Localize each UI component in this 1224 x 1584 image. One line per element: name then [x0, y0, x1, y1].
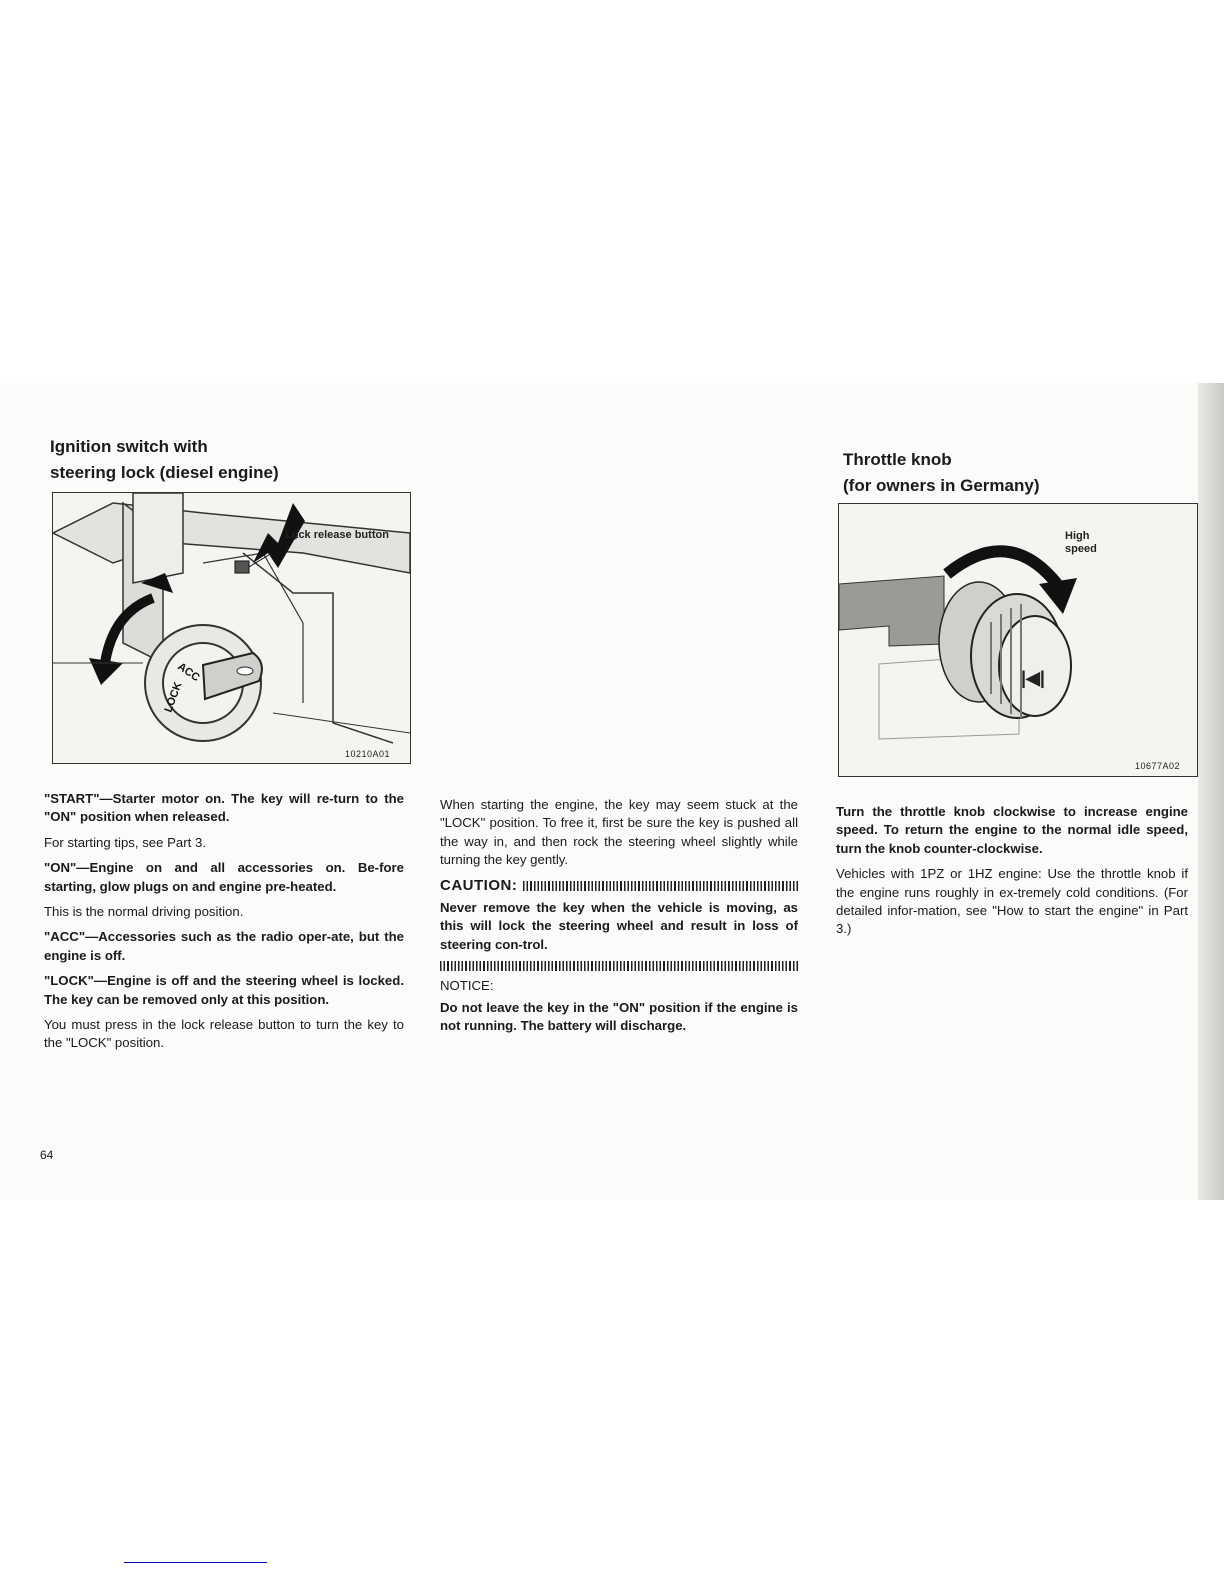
key-position-on: "ON"—Engine on and all accessories on. Be-fore starting, glow plugs on and engine pre-heated. [44, 860, 404, 894]
lock-release-instruction: You must press in the lock release button to turn the key to the "LOCK" position. [44, 1017, 404, 1051]
starting-tips: For starting tips, see Part 3. [44, 834, 206, 850]
caution-end-rule [440, 961, 798, 971]
middle-text-column [440, 796, 798, 1042]
throttle-instruction: Turn the throttle knob clockwise to increase engine speed. To return the engine to the normal idle speed, turn the knob counter-clockwise. [836, 804, 1188, 856]
key-position-lock: "LOCK"—Engine is off and the steering wheel is locked. The key can be removed only at this position. [44, 973, 404, 1007]
caution-rule [523, 881, 798, 891]
svg-text:|◀|: |◀| [1021, 668, 1045, 688]
footer-rule [124, 1562, 267, 1563]
stuck-key-intro: When starting the engine, the key may seem stuck at the "LOCK" position. To free it, first be sure the key is pushed all the way in, and then rock the steering wheel slightly while turning the key gently. [440, 797, 798, 868]
throttle-knob-illustration [839, 504, 1197, 776]
ignition-diesel-heading [50, 434, 279, 486]
heading-line: steering lock (diesel engine) [50, 463, 279, 482]
throttle-knob-heading [843, 447, 1039, 499]
caution-title: CAUTION: [440, 876, 518, 894]
caution-header [440, 877, 798, 895]
page-number: 64 [40, 1148, 54, 1162]
callout-line: speed [1065, 543, 1097, 555]
key-position-start: "START"—Starter motor on. The key will re-turn to the "ON" position when released. [44, 791, 404, 825]
key-position-acc: "ACC"—Accessories such as the radio oper-ate, but the engine is off. [44, 929, 404, 963]
callout-line: High [1065, 530, 1090, 542]
left-text-column [44, 790, 404, 1060]
dial-label-lock: LOCK [162, 680, 185, 715]
high-speed-callout [1065, 530, 1097, 556]
heading-line: Ignition switch with [50, 437, 208, 456]
heading-line: Throttle knob [843, 450, 952, 469]
figure-code: 10677A02 [1135, 761, 1181, 771]
ignition-switch-figure [52, 492, 411, 764]
notice-title: NOTICE: [440, 978, 494, 994]
lock-release-callout: Lock release button [285, 529, 389, 541]
throttle-knob-figure [838, 503, 1198, 777]
figure-code: 10210A01 [345, 749, 391, 759]
heading-line: (for owners in Germany) [843, 476, 1040, 495]
notice-text: Do not leave the key in the "ON" position if the engine is not running. The battery will discharge. [440, 999, 798, 1034]
caution-text: Never remove the key when the vehicle is moving, as this will lock the steering wheel and result in loss of steering con-trol. [440, 900, 798, 952]
normal-position-note: This is the normal driving position. [44, 904, 244, 920]
page-edge-shadow [1198, 383, 1224, 1200]
dial-label-acc: ACC [175, 660, 202, 685]
cold-conditions-note: Vehicles with 1PZ or 1HZ engine: Use the throttle knob if the engine runs roughly in ex-tremely cold conditions. (For detailed infor-mation, see "How to start the engine" in Part 3.) [836, 866, 1188, 937]
right-text-column [836, 803, 1188, 946]
